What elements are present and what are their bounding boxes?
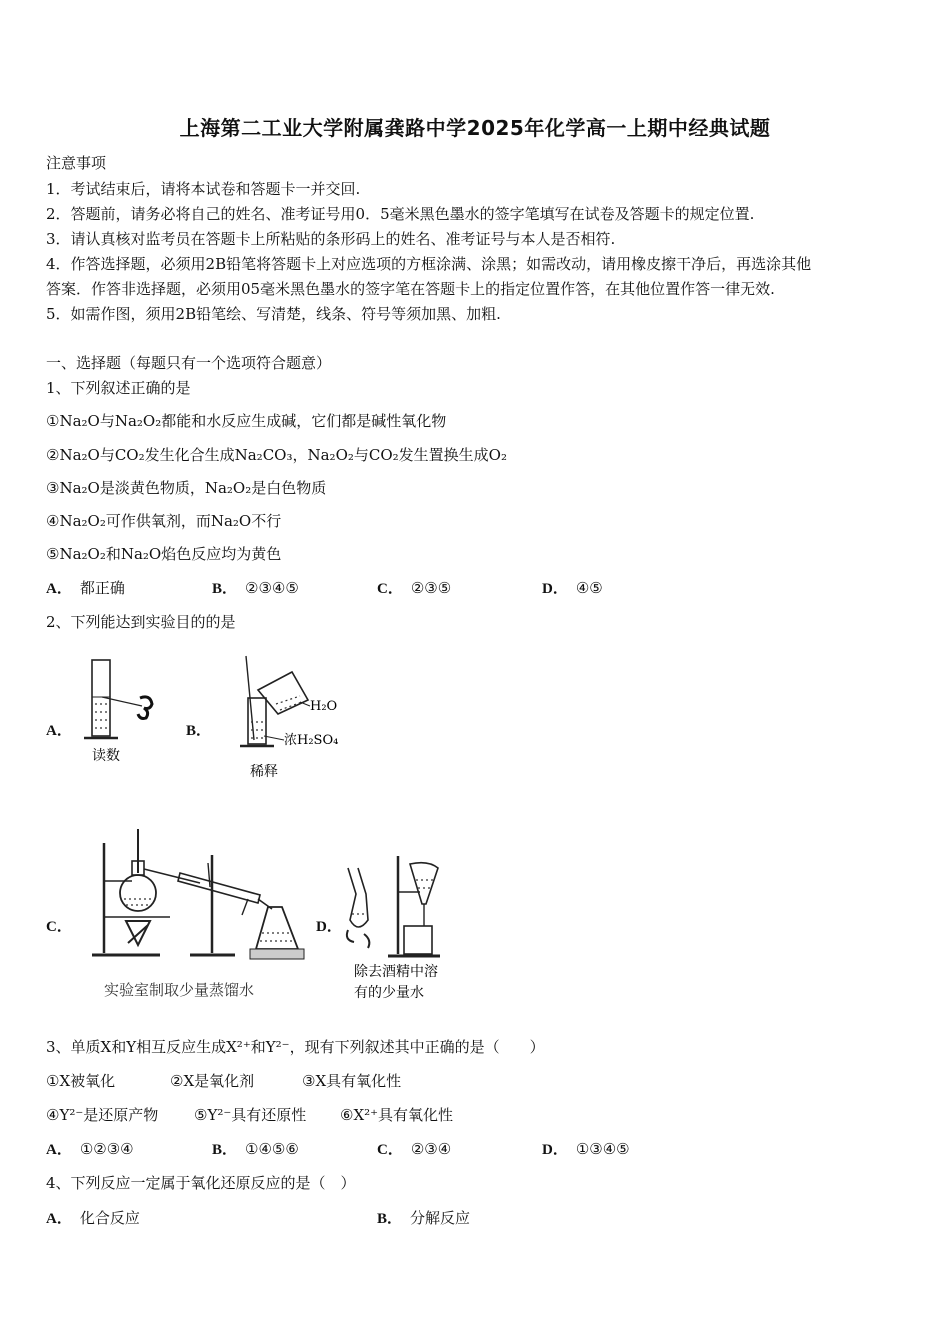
q2-option-a[interactable]: A． [46, 723, 72, 739]
notice-item: 2．答题前，请务必将自己的姓名、准考证号用0．5毫米黑色墨水的签字笔填写在试卷及答题卡的规定位置. [46, 205, 755, 223]
q1-statement: ④Na₂O₂可作供氧剂，而Na₂O不行 [46, 512, 282, 530]
q3-option-a[interactable]: A． ①②③④ [46, 1140, 134, 1158]
q3-statement: ①X被氧化 [46, 1072, 116, 1090]
q2-option-c[interactable]: C． [46, 919, 72, 935]
q3-statement: ②X是氧化剂 [170, 1072, 255, 1090]
section-heading: 一、选择题（每题只有一个选项符合题意） [46, 354, 332, 372]
q3-option-d[interactable]: D． ①③④⑤ [542, 1140, 630, 1158]
q1-statement: ①Na₂O与Na₂O₂都能和水反应生成碱，它们都是碱性氧化物 [46, 412, 447, 430]
q3-statement: ⑤Y²⁻具有还原性 [194, 1106, 307, 1124]
page-title: 上海第二工业大学附属龚路中学2025年化学高一上期中经典试题 [179, 116, 771, 140]
notice-item: 3．请认真核对监考员在答题卡上所粘贴的条形码上的姓名、准考证号与本人是否相符. [46, 230, 616, 248]
q1-statement: ⑤Na₂O₂和Na₂O焰色反应均为黄色 [46, 545, 282, 563]
figure-c-caption: 实验室制取少量蒸馏水 [104, 981, 255, 999]
q2-option-d[interactable]: D． [316, 919, 342, 935]
figure-b-dilution [236, 652, 366, 782]
figure-d-caption-line2: 有的少量水 [354, 985, 424, 1001]
q3-statement: ④Y²⁻是还原产物 [46, 1106, 159, 1124]
question-1-stem: 1、下列叙述正确的是 [46, 379, 191, 397]
figure-b-acid-label: 浓H₂SO₄ [284, 733, 339, 748]
figure-b-caption: 稀释 [250, 764, 278, 780]
question-2-stem: 2、下列能达到实验目的的是 [46, 613, 236, 631]
q1-statement: ②Na₂O与CO₂发生化合生成Na₂CO₃，Na₂O₂与CO₂发生置换生成O₂ [46, 446, 507, 464]
q4-option-b[interactable]: B． 分解反应 [377, 1209, 471, 1227]
figure-c-distillation [90, 825, 315, 1005]
notice-heading: 注意事项 [46, 154, 107, 172]
q3-option-c[interactable]: C． ②③④ [377, 1140, 452, 1158]
figure-b-water-label: H₂O [310, 699, 338, 714]
question-4-stem: 4、下列反应一定属于氧化还原反应的是（ ） [46, 1174, 356, 1192]
q3-option-b[interactable]: B． ①④⑤⑥ [212, 1140, 299, 1158]
question-3-stem: 3、单质X和Y相互反应生成X²⁺和Y²⁻，现有下列叙述其中正确的是（ ） [46, 1038, 545, 1056]
figure-d-caption-line1: 除去酒精中溶 [354, 964, 438, 980]
figure-a-reading [80, 652, 170, 767]
q3-statement: ③X具有氧化性 [302, 1072, 402, 1090]
q1-option-c[interactable]: C． ②③⑤ [377, 579, 452, 597]
q1-option-d[interactable]: D． ④⑤ [542, 579, 603, 597]
q1-statement: ③Na₂O是淡黄色物质，Na₂O₂是白色物质 [46, 479, 327, 497]
q2-option-b[interactable]: B． [186, 723, 212, 739]
notice-item: 5．如需作图，须用2B铅笔绘、写清楚，线条、符号等须加黑、加粗. [46, 305, 501, 323]
figure-a-caption: 读数 [92, 748, 120, 764]
q3-statement: ⑥X²⁺具有氧化性 [340, 1106, 454, 1124]
figure-d-separation [338, 850, 458, 1005]
notice-item: 4．作答选择题，必须用2B铅笔将答题卡上对应选项的方框涂满、涂黑；如需改动，请用橡皮擦干净后，再选涂其他 [46, 255, 812, 273]
q1-option-b[interactable]: B． ②③④⑤ [212, 579, 299, 597]
q4-option-a[interactable]: A． 化合反应 [46, 1209, 140, 1227]
q1-option-a[interactable]: A． 都正确 [46, 579, 125, 597]
notice-item: 1．考试结束后，请将本试卷和答题卡一并交回. [46, 180, 361, 198]
notice-item: 答案．作答非选择题，必须用05毫米黑色墨水的签字笔在答题卡上的指定位置作答，在其他位置作答一律无效. [46, 280, 775, 298]
